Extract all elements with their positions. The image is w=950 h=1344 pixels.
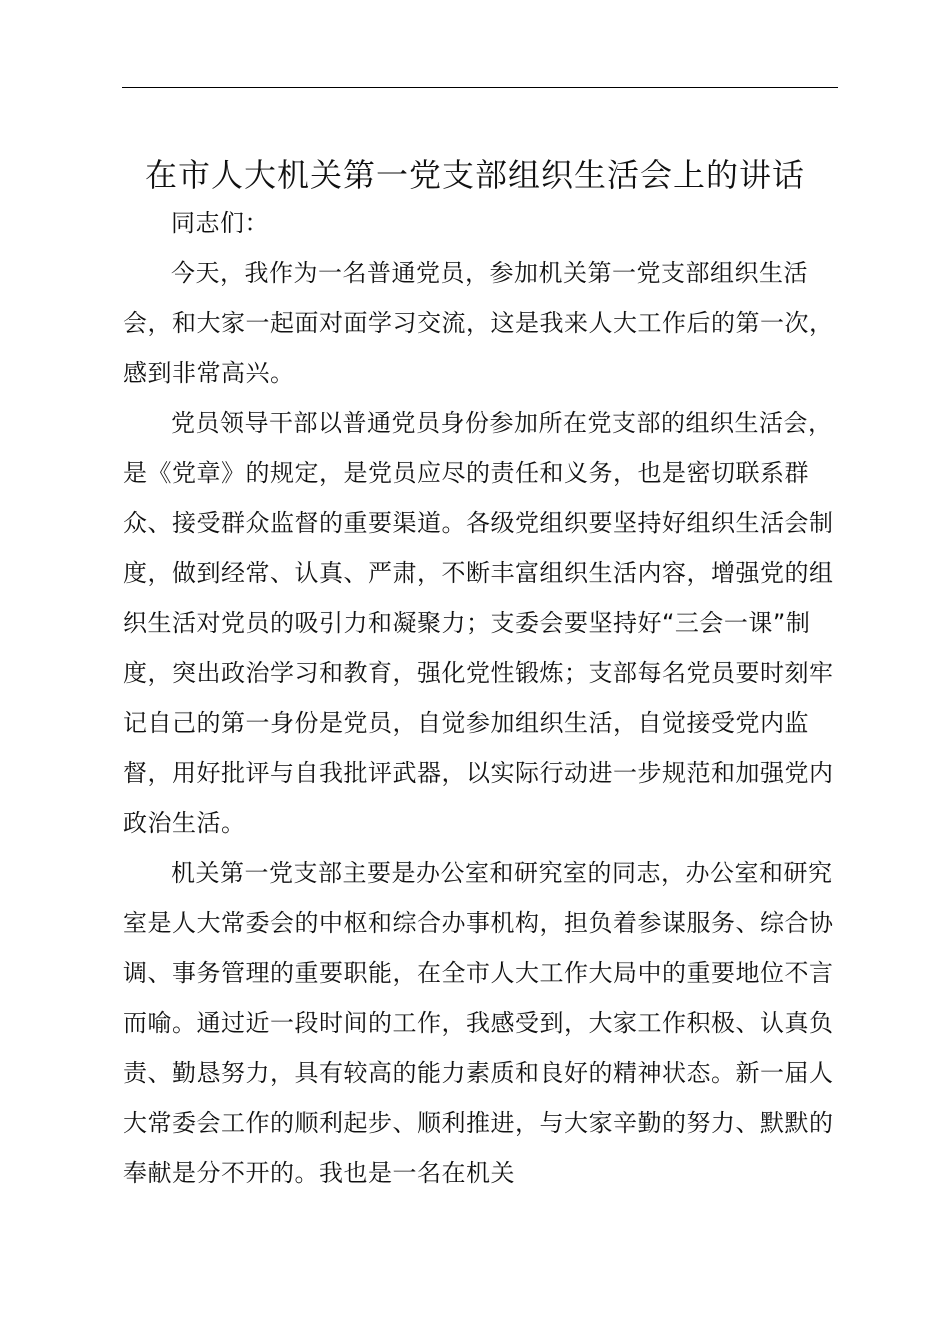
document-title: 在市人大机关第一党支部组织生活会上的讲话 — [144, 156, 805, 194]
paragraph: 党员领导干部以普通党员身份参加所在党支部的组织生活会，是《党章》的规定，是党员应尽的责任和义务，也是密切联系群众、接受群众监督的重要渠道。各级党组织要坚持好组织生活会制度，做到经常、认真、严肃，不断丰富组织生活内容，增强党的组织生活对党员的吸引力和凝聚力；支委会要坚持好“三会一课”制度，突出政治学习和教育，强化党性锻炼；支部每名党员要时刻牢记自己的第一身份是党员，自觉参加组织生活，自觉接受党内监督，用好批评与自我批评武器，以实际行动进一步规范和加强党内政治生活。 — [123, 409, 834, 837]
header-rule — [122, 87, 838, 88]
paragraph: 今天，我作为一名普通党员，参加机关第一党支部组织生活会，和大家一起面对面学习交流，这是我来人大工作后的第一次，感到非常高兴。 — [123, 259, 834, 387]
paragraph: 机关第一党支部主要是办公室和研究室的同志，办公室和研究室是人大常委会的中枢和综合办事机构，担负着参谋服务、综合协调、事务管理的重要职能，在全市人大工作大局中的重要地位不言而喻。通过近一段时间的工作，我感受到，大家工作积极、认真负责、勤恳努力，具有较高的能力素质和良好的精神状态。新一届人大常委会工作的顺利起步、顺利推进，与大家辛勤的努力、默默的奉献是分不开的。我也是一名在机关 — [123, 859, 834, 1187]
document-body — [123, 198, 843, 1198]
salutation: 同志们： — [171, 209, 269, 237]
